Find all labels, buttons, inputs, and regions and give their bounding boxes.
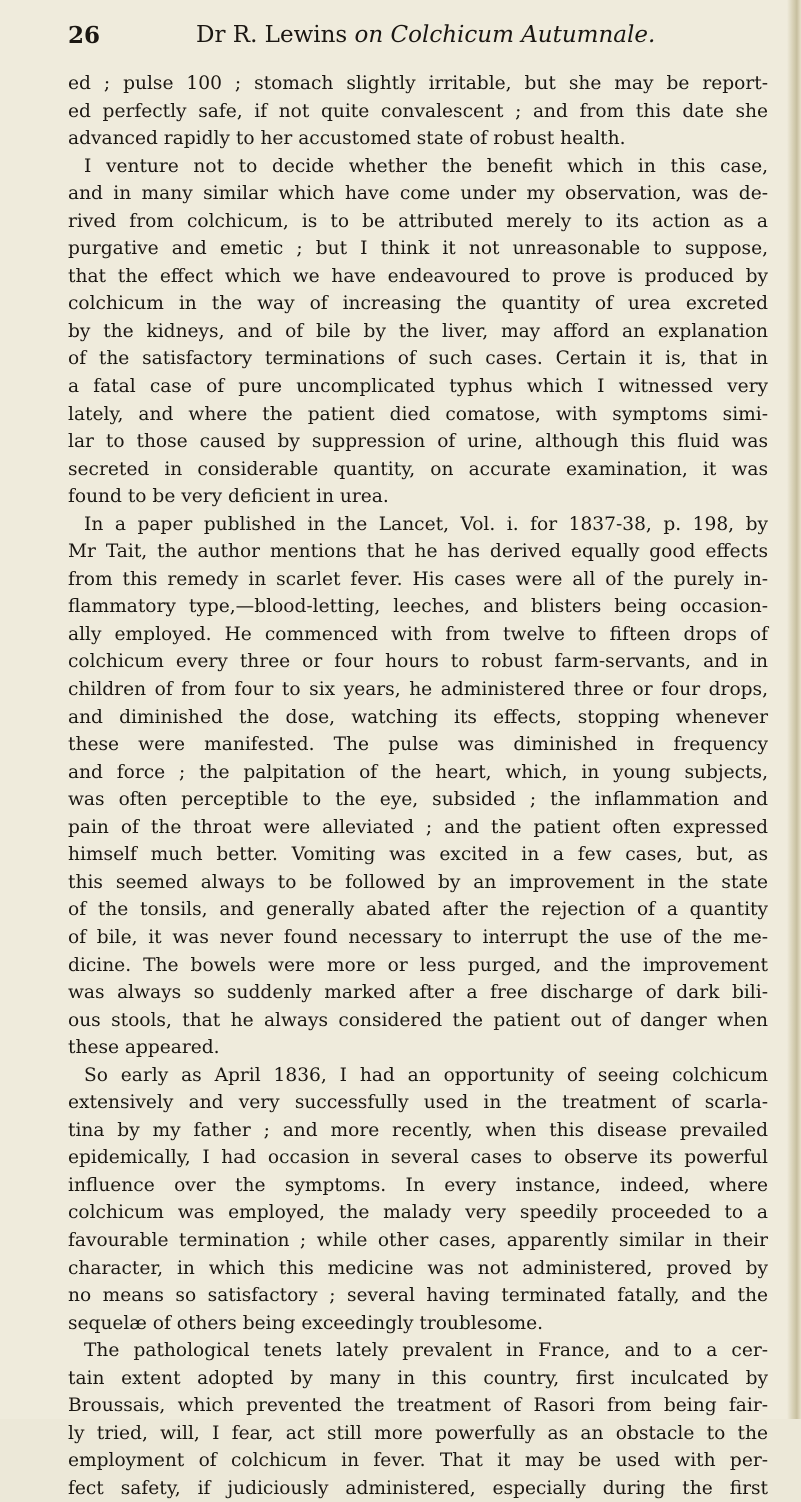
text-line: tain extent adopted by many in this country, first inculcated by [68,1367,768,1389]
text-line: ous stools, that he always considered the patient out of danger when [68,1009,768,1031]
text-line: found to be very deficient in urea. [68,486,389,508]
text-line: fect safety, if judiciously administered, especially during the first [68,1477,768,1499]
text-line: The pathological tenets lately prevalent in France, and to a cer- [84,1340,768,1362]
text-line: colchicum in the way of increasing the quantity of urea excreted [68,293,768,315]
text-line: character, in which this medicine was not administered, proved by [68,1257,768,1279]
text-line: himself much better. Vomiting was excited in a few cases, but, as [68,844,768,866]
page-edge [787,0,801,1419]
text-line: epidemically, I had occasion in several cases to observe its powerful [68,1147,768,1169]
text-line: that the effect which we have endeavoured to prove is produced by [68,265,768,287]
running-title [196,22,655,48]
text-line: employment of colchicum in fever. That it may be used with per- [68,1450,768,1472]
text-line: ly tried, will, I fear, act still more powerfully as an obstacle to the [68,1422,768,1444]
text-line: sequelæ of others being exceedingly troublesome. [68,1312,544,1334]
text-line: of bile, it was never found necessary to interrupt the use of the me- [68,926,768,948]
text-line: no means so satisfactory ; several having terminated fatally, and the [68,1285,768,1307]
text-line: of the satisfactory terminations of such cases. Certain it is, that in [68,348,768,370]
text-line: tina by my father ; and more recently, when this disease prevailed [68,1119,768,1141]
text-line: lar to those caused by suppression of urine, although this fluid was [68,431,768,453]
text-line: In a paper published in the Lancet, Vol. i. for 1837-38, p. 198, by [84,513,768,535]
running-title-prefix: on [354,22,384,48]
text-line: a fatal case of pure uncomplicated typhus which I witnessed very [68,376,768,398]
text-line: and force ; the palpitation of the heart, which, in young subjects, [68,761,768,783]
text-line: dicine. The bowels were more or less purged, and the improvement [68,954,768,976]
text-line: pain of the throat were alleviated ; and the patient often expressed [68,816,768,838]
text-line: and diminished the dose, watching its effects, stopping whenever [68,706,768,728]
text-line: advanced rapidly to her accustomed state of robust health. [68,128,626,150]
text-line: ally employed. He commenced with from twelve to fifteen drops of [68,623,768,645]
text-line: and in many similar which have come under my observation, was de- [68,183,768,205]
running-header [68,22,758,58]
text-line: So early as April 1836, I had an opportunity of seeing colchicum [84,1064,768,1086]
text-line: influence over the symptoms. In every instance, indeed, where [68,1174,768,1196]
page-number: 26 [68,22,101,49]
body-text [68,70,768,1502]
text-line: Broussais, which prevented the treatment of Rasori from being fair- [68,1395,768,1417]
text-line: ed ; pulse 100 ; stomach slightly irritable, but she may be report- [68,73,768,94]
text-line: purgative and emetic ; but I think it not unreasonable to suppose, [68,238,768,260]
text-line: I venture not to decide whether the benefit which in this case, [84,155,768,177]
text-line: these were manifested. The pulse was diminished in frequency [68,734,768,756]
text-line: lately, and where the patient died comatose, with symptoms simi- [68,403,768,425]
running-title-work: Colchicum Autumnale. [390,22,656,48]
text-line: secreted in considerable quantity, on accurate examination, it was [68,458,768,480]
text-line: flammatory type,—blood-letting, leeches, and blisters being occasion- [68,596,768,618]
text-line: was always so suddenly marked after a free discharge of dark bili- [68,982,768,1004]
text-line: from this remedy in scarlet fever. His cases were all of the purely in- [68,568,768,590]
text-line: Mr Tait, the author mentions that he has derived equally good effects [68,541,768,563]
text-line: colchicum was employed, the malady very speedily proceeded to a [68,1202,768,1224]
text-line: extensively and very successfully used in the treatment of scarla- [68,1092,768,1114]
text-line: favourable termination ; while other cases, apparently similar in their [68,1229,768,1251]
running-title-author: Dr R. Lewins [196,22,348,48]
text-line: this seemed always to be followed by an improvement in the state [68,871,768,893]
text-line: of the tonsils, and generally abated after the rejection of a quantity [68,899,768,921]
text-line: ed perfectly safe, if not quite convalescent ; and from this date she [68,100,768,122]
text-line: these appeared. [68,1037,220,1059]
text-line: rived from colchicum, is to be attributed merely to its action as a [68,210,768,232]
text-line: was often perceptible to the eye, subsided ; the inflammation and [68,789,768,811]
text-line: colchicum every three or four hours to robust farm-servants, and in [68,651,768,673]
text-line: by the kidneys, and of bile by the liver, may afford an explanation [68,320,768,342]
text-line: children of from four to six years, he administered three or four drops, [68,679,768,701]
